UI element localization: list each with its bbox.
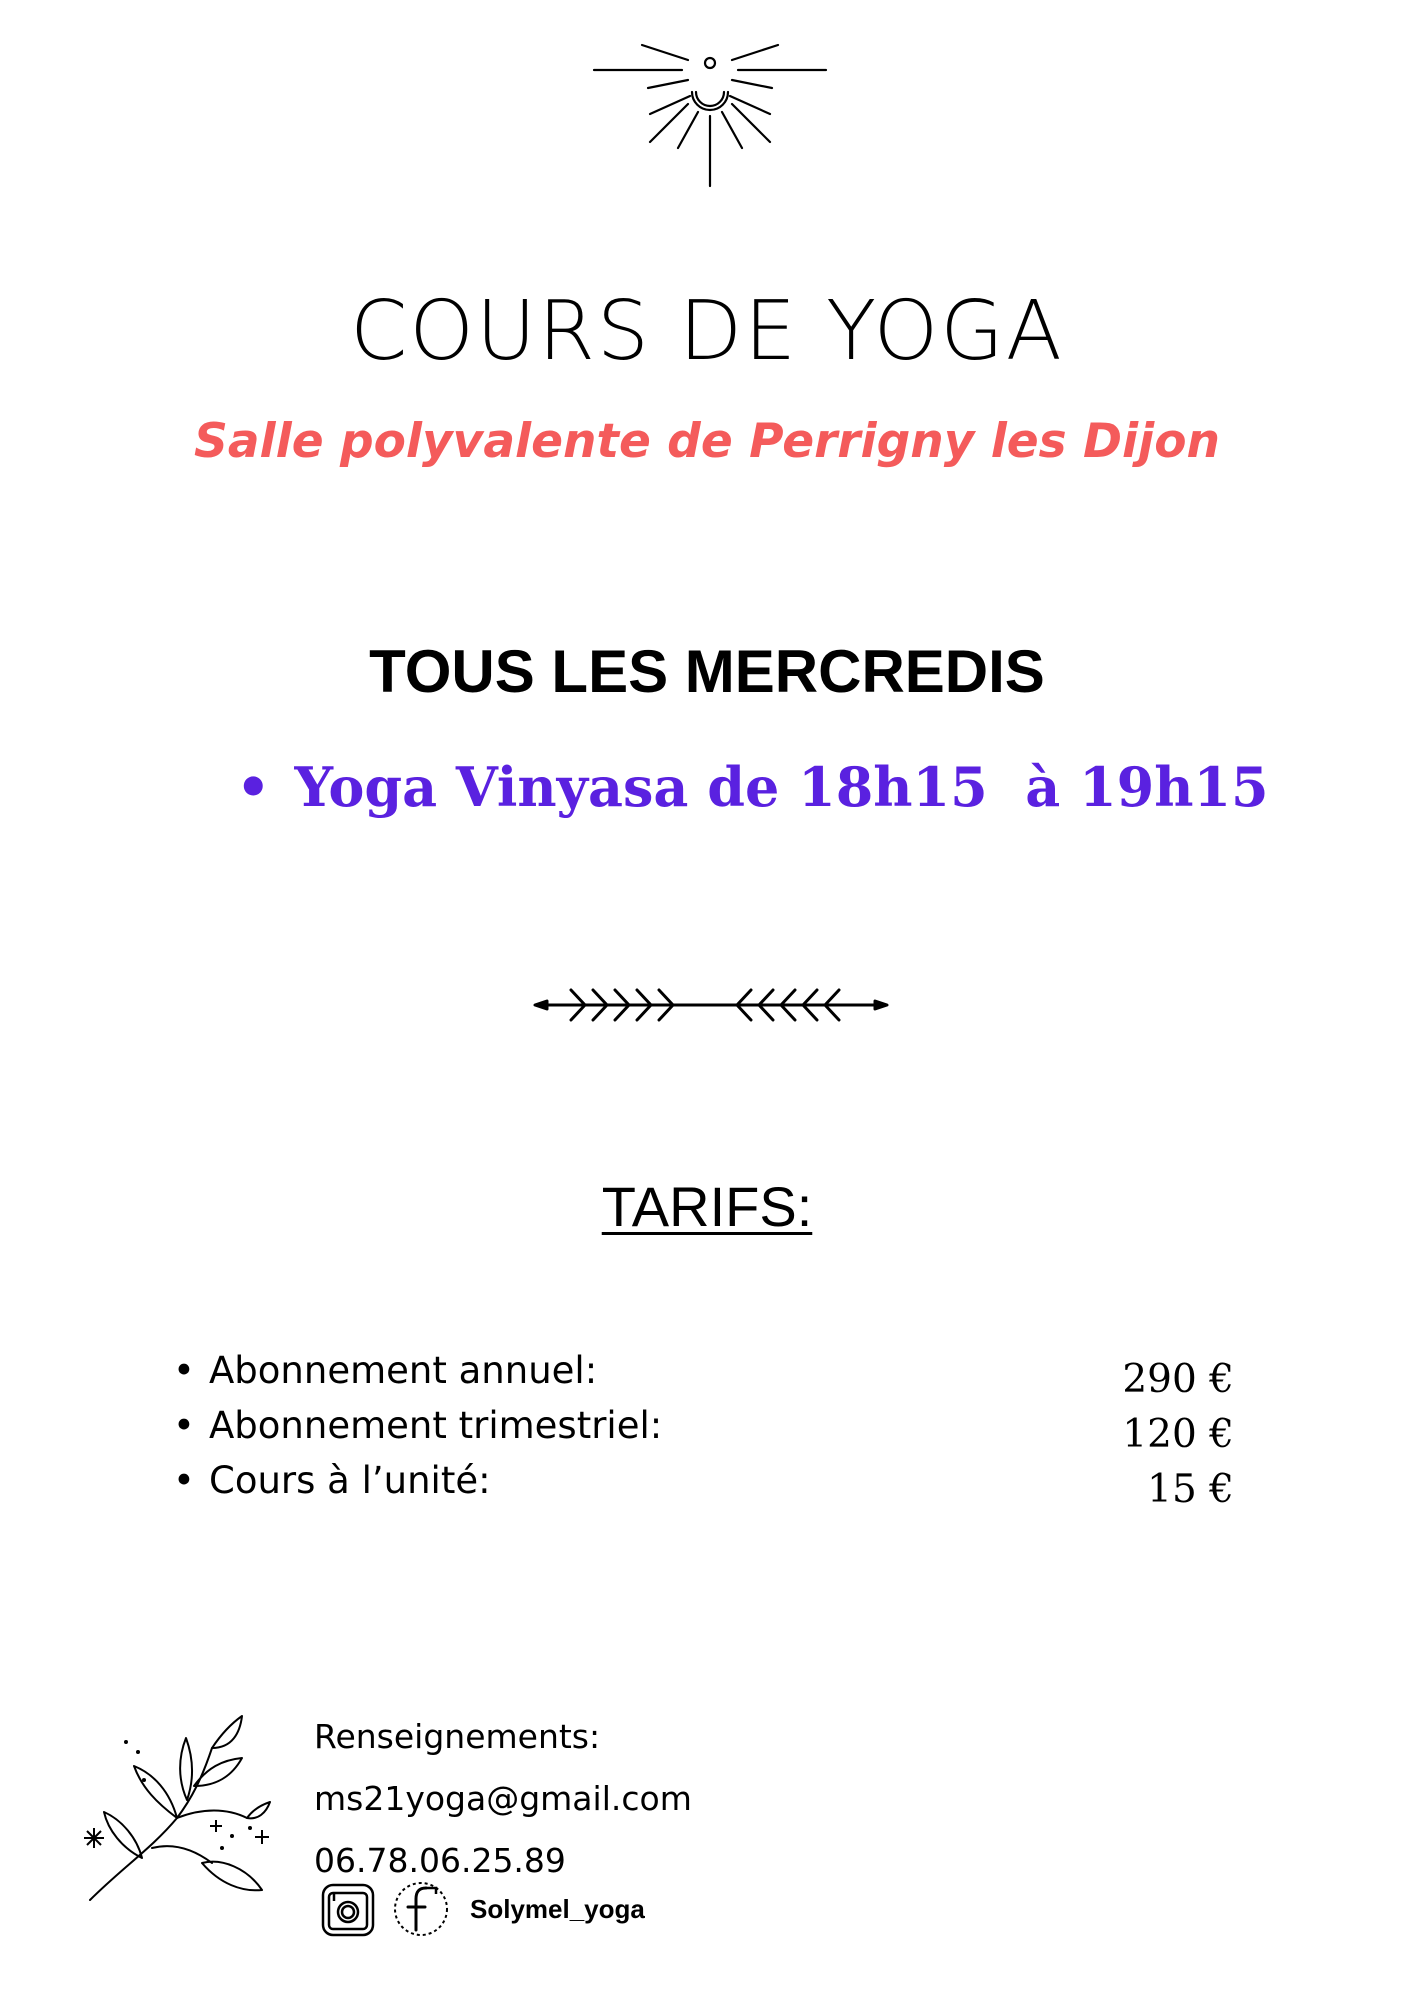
class-schedule-item xyxy=(236,752,1269,822)
plant-illustration xyxy=(82,1708,272,1904)
price-item-label xyxy=(173,1403,662,1449)
contact-phone: 06.78.06.25.89 xyxy=(314,1841,566,1880)
contact-heading: Renseignements: xyxy=(314,1717,601,1756)
contact-email: ms21yoga@gmail.com xyxy=(314,1779,692,1818)
page-title: COURS DE YOGA xyxy=(350,284,1064,379)
social-handle: Solymel_yoga xyxy=(470,1894,645,1924)
price-item-value: 290 € xyxy=(1122,1357,1234,1402)
facebook-icon xyxy=(392,1880,450,1938)
bullet: • xyxy=(173,1459,195,1502)
price-item-label-text: Abonnement annuel: xyxy=(209,1349,598,1392)
bullet: • xyxy=(236,755,271,819)
schedule-day-heading: TOUS LES MERCREDIS xyxy=(369,638,1045,705)
bullet: • xyxy=(173,1404,195,1447)
price-item-label-text: Cours à l’unité: xyxy=(209,1459,491,1502)
price-item-label xyxy=(173,1348,597,1394)
sun-moon-icon xyxy=(590,40,830,190)
price-item-label xyxy=(173,1458,491,1504)
tarifs-heading: TARIFS: xyxy=(601,1175,813,1238)
class-schedule-text: Yoga Vinyasa de 18h15 à 19h15 xyxy=(294,755,1269,819)
arrow-divider-icon xyxy=(533,982,889,1028)
bullet: • xyxy=(173,1349,195,1392)
venue-subtitle: Salle polyvalente de Perrigny les Dijon xyxy=(193,414,1221,469)
price-item-label-text: Abonnement trimestriel: xyxy=(209,1404,663,1447)
price-item-value: 120 € xyxy=(1122,1412,1234,1457)
instagram-icon xyxy=(320,1882,376,1938)
price-item-value: 15 € xyxy=(1147,1467,1234,1512)
